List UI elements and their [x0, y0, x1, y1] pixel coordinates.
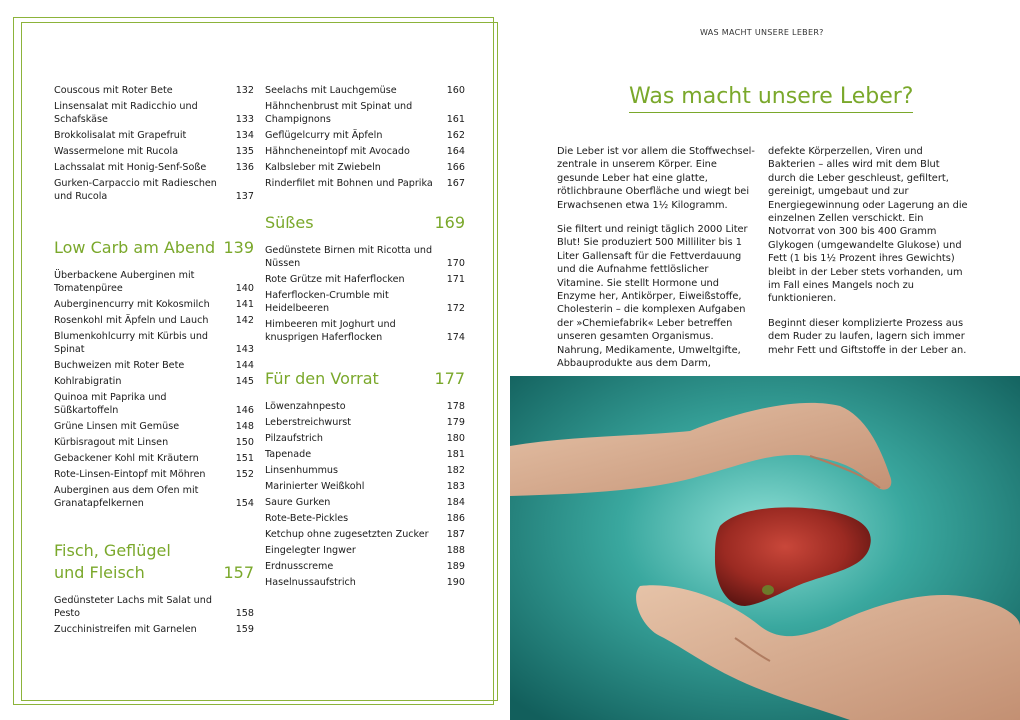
toc-entry-page: 143	[235, 344, 254, 355]
toc-entry[interactable]	[265, 400, 465, 413]
toc-entry-title: Brokkolisalat mit Grapefruit	[54, 130, 187, 141]
toc-entry-page: 159	[235, 624, 254, 635]
toc-entry-page: 134	[235, 130, 254, 141]
toc-entry[interactable]	[54, 436, 254, 449]
toc-entry-title: Pilzaufstrich	[265, 433, 324, 444]
toc-entry[interactable]	[265, 480, 465, 493]
paragraph: Die Leber ist vor allem die Stoffwechsel-zentrale in unserem Körper. Eine gesunde Leber hat eine glatte, rötlichbraune Oberfläche und wiegt bei Erwachsenen etwa 1½ Kilogramm.	[557, 146, 755, 211]
toc-entry-title: Marinierter Weißkohl	[265, 481, 365, 492]
toc-entry[interactable]	[54, 330, 254, 356]
toc-entry[interactable]	[54, 298, 254, 311]
toc-entry[interactable]	[54, 391, 254, 417]
toc-entry-page: 146	[235, 405, 254, 416]
toc-entry-title: Blumenkohlcurry mit Kürbis und Spinat	[54, 331, 209, 355]
paragraph: Sie filtert und reinigt täglich 2000 Liter Blut! Sie produziert 500 Milliliter bis 1 Liter Gallensaft für die Fettverdauung und die Aufnahme fettlöslicher Vitamine. Sie stellt Hormone und Enzyme her, Antikörper, Eiweißstoffe, Cholesterin – die komplexen Aufgaben der »Chemiefabrik« Leber betreffen unseren gesamten Organismus. Nahrung, Medikamente, Umweltgifte, Abbauprodukte aus dem Darm,	[557, 224, 748, 370]
toc-entry-page: 179	[446, 417, 465, 428]
toc-entry[interactable]	[265, 177, 465, 190]
toc-entry[interactable]	[265, 100, 465, 126]
toc-entry-page: 133	[235, 114, 254, 125]
toc-entry[interactable]	[54, 452, 254, 465]
toc-entry-page: 151	[235, 453, 254, 464]
paragraph: Beginnt dieser komplizierte Prozess aus dem Ruder zu laufen, lagern sich immer mehr Fett und Giftstoffe in der Leber an.	[768, 317, 967, 356]
running-head: WAS MACHT UNSERE LEBER?	[700, 28, 824, 37]
toc-entry[interactable]	[265, 560, 465, 573]
toc-entry-title: Rote-Bete-Pickles	[265, 513, 349, 524]
toc-entry[interactable]	[54, 314, 254, 327]
toc-entry-page: 170	[446, 258, 465, 269]
toc-entry[interactable]	[54, 129, 254, 142]
toc-entry[interactable]	[265, 496, 465, 509]
toc-entry[interactable]	[265, 129, 465, 142]
toc-entry-page: 135	[235, 146, 254, 157]
toc-entry[interactable]	[265, 273, 465, 286]
toc-entry-title: Ketchup ohne zugesetzten Zucker	[265, 529, 429, 540]
toc-entry[interactable]	[54, 84, 254, 97]
toc-entry-title: Seelachs mit Lauchgemüse	[265, 85, 397, 96]
toc-entry[interactable]	[265, 544, 465, 557]
toc-entry-page: 142	[235, 315, 254, 326]
toc-entry[interactable]	[54, 177, 254, 203]
toc-entry[interactable]	[54, 594, 254, 620]
toc-entry-page: 132	[235, 85, 254, 96]
toc-entry[interactable]	[265, 289, 465, 315]
toc-entry-page: 189	[446, 561, 465, 572]
toc-entry-page: 154	[235, 498, 254, 509]
toc-entry[interactable]	[265, 576, 465, 589]
toc-entry[interactable]	[54, 420, 254, 433]
section-heading-fisch[interactable]: Fisch, Geflügel und Fleisch 157	[54, 541, 254, 582]
toc-entry-page: 152	[235, 469, 254, 480]
toc-entry[interactable]	[265, 161, 465, 174]
toc-entry-title: Löwenzahnpesto	[265, 401, 346, 412]
toc-entry-title: Kohlrabigratin	[54, 376, 122, 387]
toc-entry-page: 172	[446, 303, 465, 314]
toc-entry-title: Rote Grütze mit Haferflocken	[265, 274, 405, 285]
toc-entry-title: Quinoa mit Paprika und Süßkartoffeln	[54, 392, 167, 416]
toc-entry-title: Geflügelcurry mit Äpfeln	[265, 130, 383, 141]
toc-entry-page: 160	[446, 85, 465, 96]
toc-entry-page: 174	[446, 332, 465, 343]
toc-entry[interactable]	[54, 468, 254, 481]
toc-entry-title: Saure Gurken	[265, 497, 331, 508]
toc-entry-page: 178	[446, 401, 465, 412]
toc-entry[interactable]	[54, 161, 254, 174]
toc-entry-page: 186	[446, 513, 465, 524]
toc-entry-title: Hähncheneintopf mit Avocado	[265, 146, 410, 157]
toc-entry-page: 180	[446, 433, 465, 444]
toc-entry[interactable]	[54, 623, 254, 636]
toc-entry-title: Linsensalat mit Radicchio und Schafskäse	[54, 101, 198, 125]
toc-entry[interactable]	[265, 448, 465, 461]
toc-entry-title: Hähnchenbrust mit Spinat und Champignons	[265, 101, 413, 125]
toc-entry-page: 136	[235, 162, 254, 173]
toc-entry[interactable]	[265, 416, 465, 429]
toc-entry-title: Haselnussaufstrich	[265, 577, 356, 588]
toc-entry-title: Gebackener Kohl mit Kräutern	[54, 453, 199, 464]
toc-entry-page: 140	[235, 283, 254, 294]
toc-entry-title: Haferflocken-Crumble mit Heidelbeeren	[265, 290, 389, 314]
toc-entry-page: 141	[235, 299, 254, 310]
toc-entry-page: 144	[235, 360, 254, 371]
toc-entry-title: Überbackene Auberginen mit Tomatenpüree	[54, 270, 195, 294]
toc-entry-page: 183	[446, 481, 465, 492]
toc-entry-title: Grüne Linsen mit Gemüse	[54, 421, 180, 432]
toc-entry-title: Rinderfilet mit Bohnen und Paprika	[265, 178, 433, 189]
toc-entry-title: Kalbsleber mit Zwiebeln	[265, 162, 381, 173]
toc-entry-page: 181	[446, 449, 465, 460]
toc-entry-page: 182	[446, 465, 465, 476]
toc-entry[interactable]	[265, 432, 465, 445]
toc-entry-page: 187	[446, 529, 465, 540]
toc-entry[interactable]	[54, 269, 254, 295]
page-title: Was macht unsere Leber?	[629, 84, 913, 113]
toc-entry-title: Gedünsteter Lachs mit Salat und Pesto	[54, 595, 212, 619]
toc-column-left	[54, 84, 254, 639]
toc-entry[interactable]	[265, 318, 465, 344]
toc-entry-title: Gedünstete Birnen mit Ricotta und Nüssen	[265, 245, 433, 269]
toc-entry-title: Rote-Linsen-Eintopf mit Möhren	[54, 469, 206, 480]
toc-entry-title: Erdnusscreme	[265, 561, 334, 572]
toc-entry-page: 150	[235, 437, 254, 448]
toc-entry-page: 166	[446, 162, 465, 173]
section-heading-suesses[interactable]: Süßes 169	[265, 213, 465, 232]
toc-entry-page: 167	[446, 178, 465, 189]
toc-entry[interactable]	[265, 145, 465, 158]
toc-entry-title: Leberstreichwurst	[265, 417, 352, 428]
toc-entry-title: Auberginencurry mit Kokosmilch	[54, 299, 210, 310]
paragraph: defekte Körperzellen, Viren und Bakterien – alles wird mit dem Blut durch die Leber geschleust, gefiltert, gereinigt, umgebaut und zur Energiegewinnung oder Lagerung an die einzelnen Zellen verschickt. Ein Notvorrat von 300 bis 400 Gramm Glykogen (umgewandelte Glukose) und Fett (1 bis 1½ Prozent ihres Gewichts) bleibt in der Leber stets vorhanden, um im Fall eines Mangels noch zu funktionieren.	[768, 146, 968, 305]
toc-entry[interactable]	[54, 375, 254, 388]
article-text-left	[557, 145, 757, 382]
toc-entry-title: Zucchinistreifen mit Garnelen	[54, 624, 197, 635]
toc-entry-title: Gurken-Carpaccio mit Radieschen und Rucola	[54, 178, 217, 202]
toc-entry[interactable]	[265, 244, 465, 270]
toc-entry-page: 145	[235, 376, 254, 387]
toc-entry-title: Auberginen aus dem Ofen mit Granatapfelkernen	[54, 485, 199, 509]
toc-entry-page: 162	[446, 130, 465, 141]
toc-entry-page: 164	[446, 146, 465, 157]
toc-entry[interactable]	[265, 528, 465, 541]
toc-entry-title: Couscous mit Roter Bete	[54, 85, 173, 96]
section-heading-vorrat[interactable]: Für den Vorrat 177	[265, 369, 465, 388]
toc-entry-page: 188	[446, 545, 465, 556]
toc-entry-title: Lachssalat mit Honig-Senf-Soße	[54, 162, 207, 173]
toc-entry-title: Kürbisragout mit Linsen	[54, 437, 169, 448]
liver-hands-photo	[510, 376, 1020, 720]
toc-entry[interactable]	[54, 359, 254, 372]
toc-entry-title: Eingelegter Ingwer	[265, 545, 356, 556]
toc-entry-page: 137	[235, 191, 254, 202]
toc-entry[interactable]	[54, 484, 254, 510]
toc-entry-title: Rosenkohl mit Äpfeln und Lauch	[54, 315, 209, 326]
toc-entry-title: Buchweizen mit Roter Bete	[54, 360, 185, 371]
toc-entry[interactable]	[265, 464, 465, 477]
toc-entry-page: 161	[446, 114, 465, 125]
toc-entry[interactable]	[265, 84, 465, 97]
toc-entry-page: 184	[446, 497, 465, 508]
article-text-right	[768, 145, 968, 368]
toc-entry-page: 171	[446, 274, 465, 285]
toc-entry[interactable]	[265, 512, 465, 525]
toc-column-right	[265, 84, 465, 592]
toc-entry-title: Linsenhummus	[265, 465, 339, 476]
toc-entry-page: 148	[235, 421, 254, 432]
toc-entry-page: 158	[235, 608, 254, 619]
toc-entry-page: 190	[446, 577, 465, 588]
toc-entry-title: Himbeeren mit Joghurt und knusprigen Haferflocken	[265, 319, 396, 343]
section-heading-low-carb[interactable]: Low Carb am Abend 139	[54, 238, 254, 257]
toc-entry-title: Tapenade	[265, 449, 312, 460]
toc-entry-title: Wassermelone mit Rucola	[54, 146, 179, 157]
toc-entry[interactable]	[54, 145, 254, 158]
toc-entry[interactable]	[54, 100, 254, 126]
